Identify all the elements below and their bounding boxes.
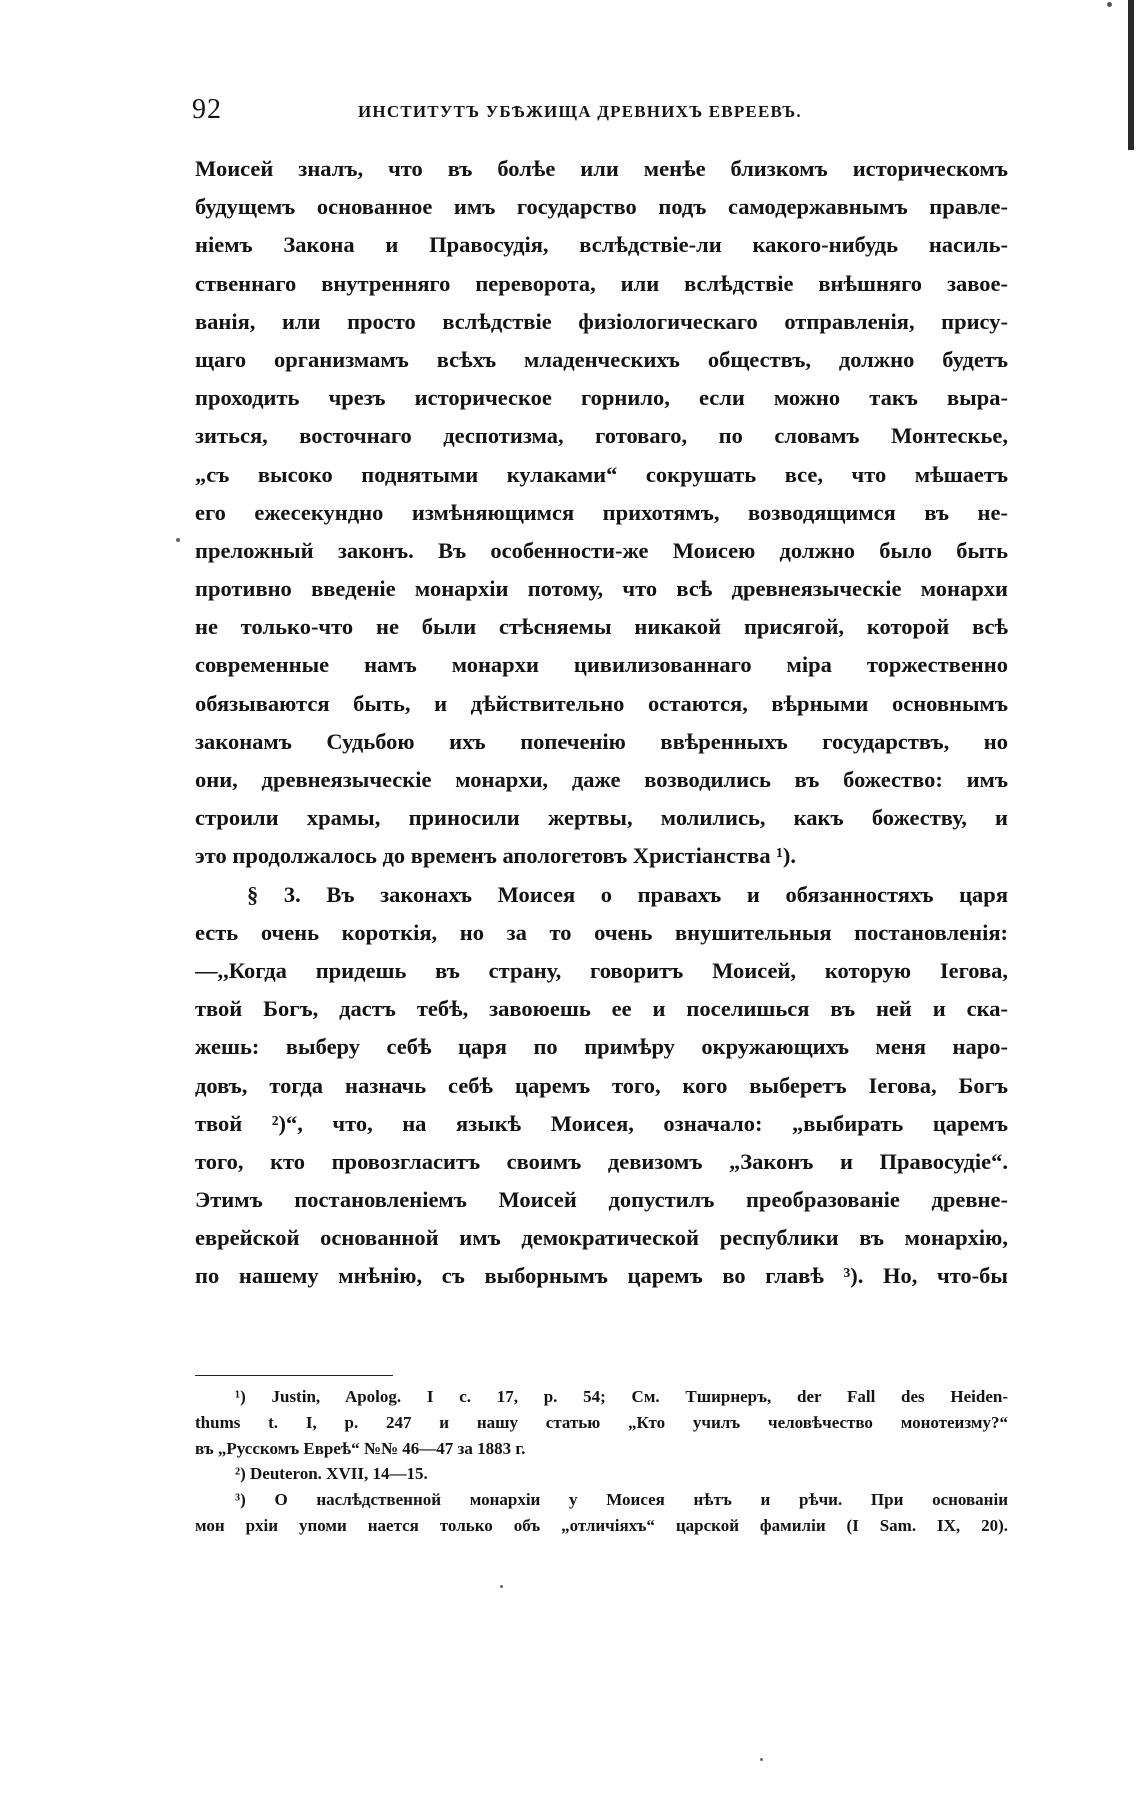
text-line: довъ, тогда назначь себѣ царемъ того, кого выберетъ Іегова, Богъ	[195, 1072, 1008, 1098]
footnote-line: ¹) Justin, Apolog. I c. 17, p. 54; См. Тширнеръ, der Fall des Heiden-	[235, 1387, 1008, 1406]
text-line: ванія, или просто вслѣдствіе физіологическаго отправленія, прису-	[195, 308, 1008, 334]
text-line: строили храмы, приносили жертвы, молились, какъ божеству, и	[195, 805, 1008, 831]
text-line: законамъ Судьбою ихъ попеченію ввѣренныхъ государствъ, но	[195, 728, 1008, 754]
text-line: будущемъ основанное имъ государство подъ самодержавнымъ правле-	[195, 194, 1008, 220]
text-line: ніемъ Закона и Правосудія, вслѣдствіе-ли какого-нибудь насиль-	[195, 232, 1008, 258]
section-heading-line: § 3. Въ законахъ Моисея о правахъ и обязанностяхъ царя	[247, 881, 1008, 907]
text-line: еврейской основанной имъ демократической республики въ монархію,	[195, 1225, 1008, 1251]
text-line: „съ высоко поднятыми кулаками“ сокрушать все, что мѣшаетъ	[195, 461, 1008, 487]
text-line: Моисей зналъ, что въ болѣе или менѣе близкомъ историческомъ	[195, 156, 1008, 181]
footnote-line: ²) Deuteron. XVII, 14—15.	[235, 1464, 428, 1484]
text-line: —,,Когда придешь въ страну, говоритъ Моисей, которую Іегова,	[195, 957, 1008, 983]
page-edge-shadow	[1128, 0, 1134, 150]
text-line: они, древнеязыческіе монархи, даже возводились въ божество: имъ	[195, 767, 1008, 792]
text-line: твой ²)“, что, на языкѣ Моисея, означало: „выбирать царемъ	[195, 1110, 1008, 1136]
text-line: твой Богъ, дастъ тебѣ, завоюешь ее и поселишься въ ней и ска-	[195, 996, 1008, 1022]
text-line: не только-что не были стѣсняемы никакой присягой, которой всѣ	[195, 614, 1008, 640]
scan-mark	[1107, 2, 1112, 7]
footnote-line: мон рхіи упоми нается только объ „отличіяхъ“ царской фамиліи (I Sam. IX, 20).	[195, 1515, 1008, 1535]
page-header	[192, 94, 1014, 128]
text-line: Этимъ постановленіемъ Моисей допустилъ преобразованіе древне-	[195, 1187, 1008, 1213]
text-line: это продолжалось до временъ апологетовъ Христіанства ¹).	[195, 843, 797, 869]
text-line: есть очень короткія, но за то очень внушительныя постановленія:	[195, 919, 1008, 945]
running-title: ИНСТИТУТЪ УБѢЖИЩА ДРЕВНИХЪ ЕВРЕЕВЪ.	[358, 102, 802, 121]
footnote-line: ³) О наслѣдственной монархіи у Моисея нѣтъ и рѣчи. При основаніи	[235, 1490, 1008, 1510]
text-line: жешь: выберу себѣ царя по примѣру окружающихъ меня наро-	[195, 1034, 1008, 1060]
footnote-rule	[195, 1375, 393, 1376]
scan-speck	[500, 1585, 503, 1588]
text-line: зиться, восточнаго деспотизма, готоваго, по словамъ Монтескье,	[195, 423, 1008, 449]
page-number: 92	[192, 94, 222, 125]
text-line: щаго организмамъ всѣхъ младенческихъ обществъ, должно будетъ	[195, 346, 1008, 372]
footnote-line: въ „Русскомъ Евреѣ“ №№ 46—47 за 1883 г.	[195, 1438, 526, 1458]
text-line: его ежесекундно измѣняющимся прихотямъ, возводящимся въ не-	[195, 499, 1008, 525]
scan-speck	[176, 538, 180, 542]
text-line: современные намъ монархи цивилизованнаго міра торжественно	[195, 652, 1008, 678]
footnotes	[195, 1384, 1008, 1539]
text-line: ственнаго внутренняго переворота, или вслѣдствіе внѣшняго завое-	[195, 270, 1008, 296]
text-line: проходить чрезъ историческое горнило, если можно такъ выра-	[195, 385, 1008, 411]
main-text	[195, 150, 1008, 1296]
footnote-line: thums t. I, p. 247 и нашу статью „Кто училъ человѣчество монотеизму?“	[195, 1412, 1008, 1432]
text-line: того, кто провозгласитъ своимъ девизомъ „Законъ и Правосудіе“.	[195, 1148, 1008, 1174]
text-line: по нашему мнѣнію, съ выборнымъ царемъ во главѣ ³). Но, что-бы	[195, 1263, 1008, 1289]
text-line: преложный законъ. Въ особенности-же Моисею должно было быть	[195, 537, 1008, 563]
text-line: противно введеніе монархіи потому, что всѣ древнеязыческіе монархи	[195, 576, 1008, 602]
text-line: обязываются быть, и дѣйствительно остаются, вѣрными основнымъ	[195, 690, 1008, 716]
scan-speck	[760, 1758, 763, 1761]
